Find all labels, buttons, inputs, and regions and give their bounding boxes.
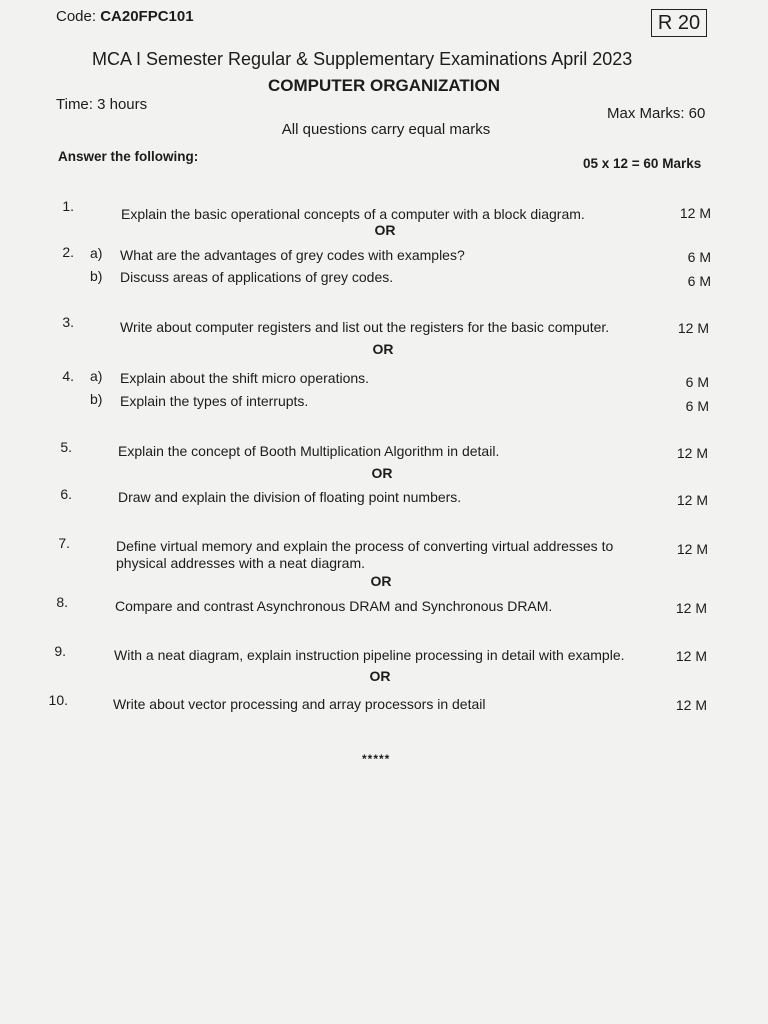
question-marks: 12 M [676, 445, 708, 461]
question-marks: 6 M [685, 374, 709, 390]
question-text: Explain the concept of Booth Multiplication Algorithm in detail. [118, 443, 500, 459]
question-number: 10. [48, 692, 68, 708]
exam-code [56, 8, 194, 25]
question-marks: 12 M [675, 600, 707, 616]
question-number: 6. [60, 486, 72, 502]
equal-marks-note: All questions carry equal marks [281, 121, 491, 138]
question-marks: 6 M [685, 398, 709, 414]
question-number: 7. [58, 535, 70, 551]
subquestion-label: a) [90, 368, 103, 384]
marks-scheme: 05 x 12 = 60 Marks [583, 156, 702, 171]
question-number: 4. [62, 368, 74, 384]
question-marks: 6 M [687, 249, 711, 265]
or-separator: OR [369, 668, 391, 684]
question-text: Define virtual memory and explain the process of converting virtual addresses to physical addresses with a neat diagram. [116, 538, 614, 571]
or-separator: OR [372, 341, 394, 357]
question-text: Write about computer registers and list out the registers for the basic computer. [120, 319, 610, 335]
time-allowed: Time: 3 hours [56, 96, 148, 113]
subquestion-label: a) [90, 245, 103, 261]
question-number: 5. [60, 439, 72, 455]
subquestion-label: b) [90, 391, 103, 407]
exam-title: MCA I Semester Regular & Supplementary Examinations April 2023 [92, 49, 633, 69]
question-number: 1. [62, 198, 74, 214]
question-marks: 6 M [687, 273, 711, 289]
regulation-box: R 20 [651, 9, 707, 37]
question-number: 2. [62, 244, 74, 260]
question-number: 3. [62, 314, 74, 330]
or-separator: OR [374, 222, 396, 238]
question-text: Write about vector processing and array processors in detail [113, 696, 486, 712]
question-text: Explain the basic operational concepts of a computer with a block diagram. [121, 206, 585, 222]
answer-instruction: Answer the following: [58, 149, 199, 164]
subject-title: COMPUTER ORGANIZATION [267, 76, 500, 95]
code-label: Code: [56, 8, 101, 25]
question-marks: 12 M [679, 205, 711, 221]
question-marks: 12 M [676, 492, 708, 508]
end-marker: ***** [362, 752, 391, 766]
code-value: CA20FPC101 [100, 8, 194, 25]
question-text: Discuss areas of applications of grey codes. [120, 269, 394, 285]
or-separator: OR [371, 465, 393, 481]
question-text: What are the advantages of grey codes with examples? [120, 247, 465, 263]
question-text: With a neat diagram, explain instruction pipeline processing in detail with example. [114, 647, 625, 663]
question-text: Compare and contrast Asynchronous DRAM and Synchronous DRAM. [115, 598, 553, 614]
or-separator: OR [370, 573, 392, 589]
question-marks: 12 M [676, 541, 708, 557]
question-marks: 12 M [675, 648, 707, 664]
question-text: Explain the types of interrupts. [120, 393, 309, 409]
question-text: Draw and explain the division of floating point numbers. [118, 489, 462, 505]
subquestion-label: b) [90, 268, 103, 284]
question-number: 8. [56, 594, 68, 610]
question-number: 9. [54, 643, 66, 659]
question-text: Explain about the shift micro operations. [120, 370, 370, 386]
question-marks: 12 M [677, 320, 709, 336]
max-marks: Max Marks: 60 [607, 105, 706, 122]
question-marks: 12 M [675, 697, 707, 713]
